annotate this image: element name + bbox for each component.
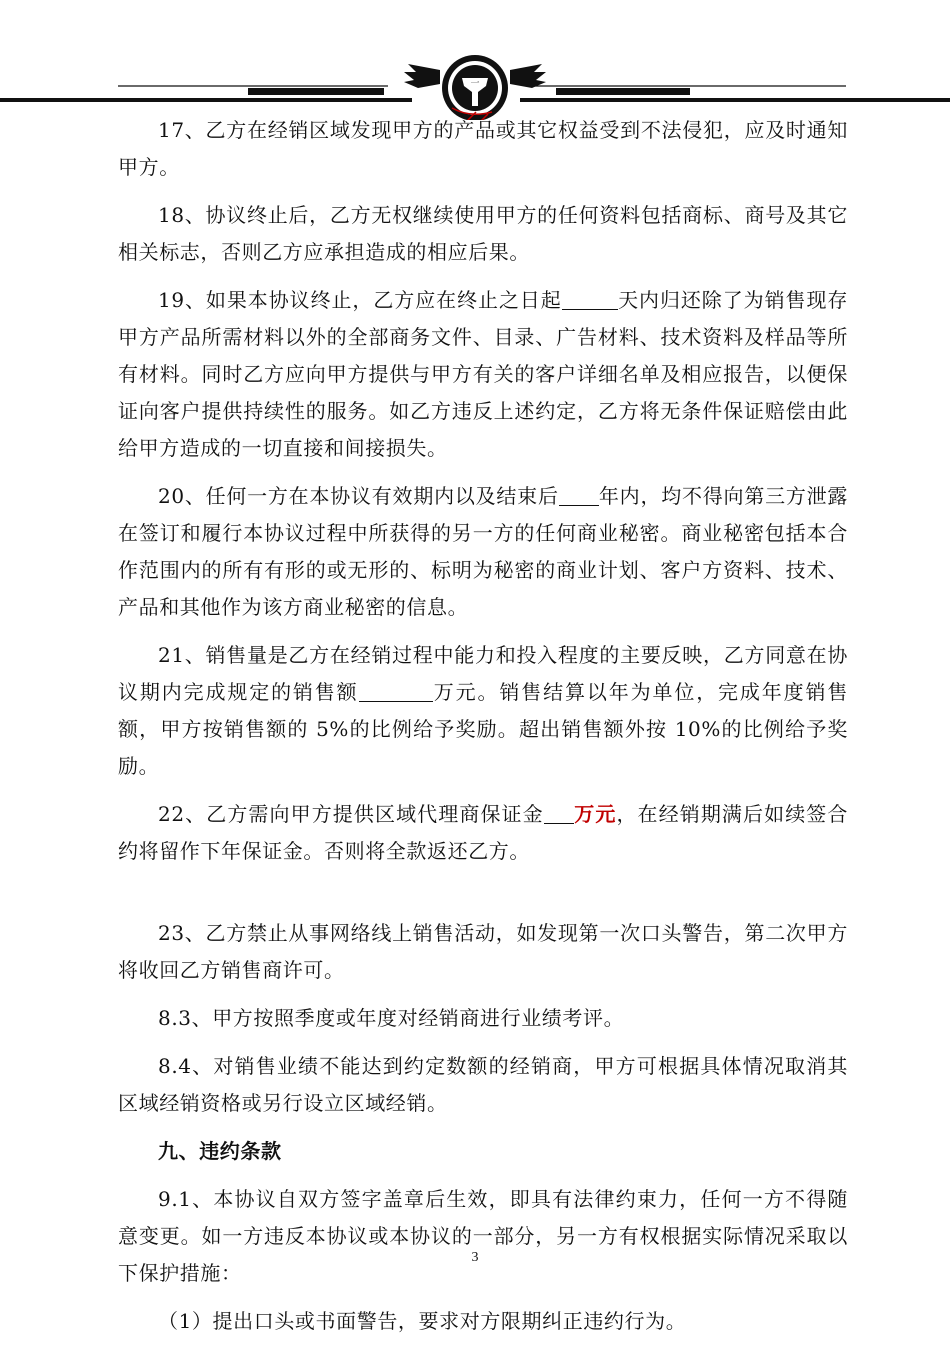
fill-in-blank xyxy=(544,801,574,824)
page-header xyxy=(0,0,950,120)
clause-19: 19、如果本协议终止，乙方应在终止之日起 天内归还除了为销售现存甲方产品所需材料以外的全部商务文件、目录、广告材料、技术资料及样品等所有材料。同时乙方应向甲方提供与甲方有关的客户详细名单及相应报告，以便保证向客户提供持续性的服务。如乙方违反上述约定，乙方将无条件保证赔偿由此给甲方造成的一切直接和间接损失。 xyxy=(118,288,848,460)
clause-17: 17、乙方在经销区域发现甲方的产品或其它权益受到不法侵犯，应及时通知甲方。 xyxy=(118,118,848,179)
clause-9-1-item-1: （1）提出口头或书面警告，要求对方限期纠正违约行为。 xyxy=(158,1309,687,1333)
fill-in-blank xyxy=(359,679,433,702)
clause-21: 21、销售量是乙方在经销过程中能力和投入程度的主要反映，乙方同意在协议期内完成规定的销售额 万元。销售结算以年为单位，完成年度销售额，甲方按销售额的 5%的比例给予奖励。超出销售额外按 10%的比例给予奖励。 xyxy=(118,643,848,778)
clause-8-4: 8.4、对销售业绩不能达到约定数额的经销商，甲方可根据具体情况取消其区域经销资格或另行设立区域经销。 xyxy=(118,1054,848,1115)
clause-20: 20、任何一方在本协议有效期内以及结束后 年内，均不得向第三方泄露在签订和履行本协议过程中所获得的另一方的任何商业秘密。商业秘密包括本合作范围内的所有有形的或无形的、标明为秘密的商业计划、客户方资料、技术、产品和其他作为该方商业秘密的信息。 xyxy=(118,484,849,619)
clause-9-1: 9.1、本协议自双方签字盖章后生效，即具有法律约束力，任何一方不得随意变更。如一方违反本协议或本协议的一部分，另一方有权根据实际情况采取以下保护措施： xyxy=(118,1187,848,1285)
brand-logo-icon xyxy=(404,55,546,120)
logo-text: 一 xyxy=(470,79,480,89)
deposit-unit: 万元 xyxy=(573,802,617,826)
clause-22: 22、乙方需向甲方提供区域代理商保证金 万元，在经销期满后如续签合约将留作下年保证金。否则将全款返还乙方。 xyxy=(118,802,848,863)
clause-23: 23、乙方禁止从事网络线上销售活动，如发现第一次口头警告，第二次甲方将收回乙方销售商许可。 xyxy=(118,921,848,982)
header-rule-logo xyxy=(0,0,950,120)
section-heading-breach: 九、违约条款 xyxy=(158,1139,282,1163)
clause-8-3: 8.3、甲方按照季度或年度对经销商进行业绩考评。 xyxy=(158,1006,625,1030)
fill-in-blank xyxy=(559,483,599,506)
document-body xyxy=(118,112,848,1351)
fill-in-blank xyxy=(562,287,618,310)
page-number: 3 xyxy=(471,1250,479,1265)
clause-18: 18、协议终止后，乙方无权继续使用甲方的任何资料包括商标、商号及其它相关标志，否则乙方应承担造成的相应后果。 xyxy=(118,203,848,264)
